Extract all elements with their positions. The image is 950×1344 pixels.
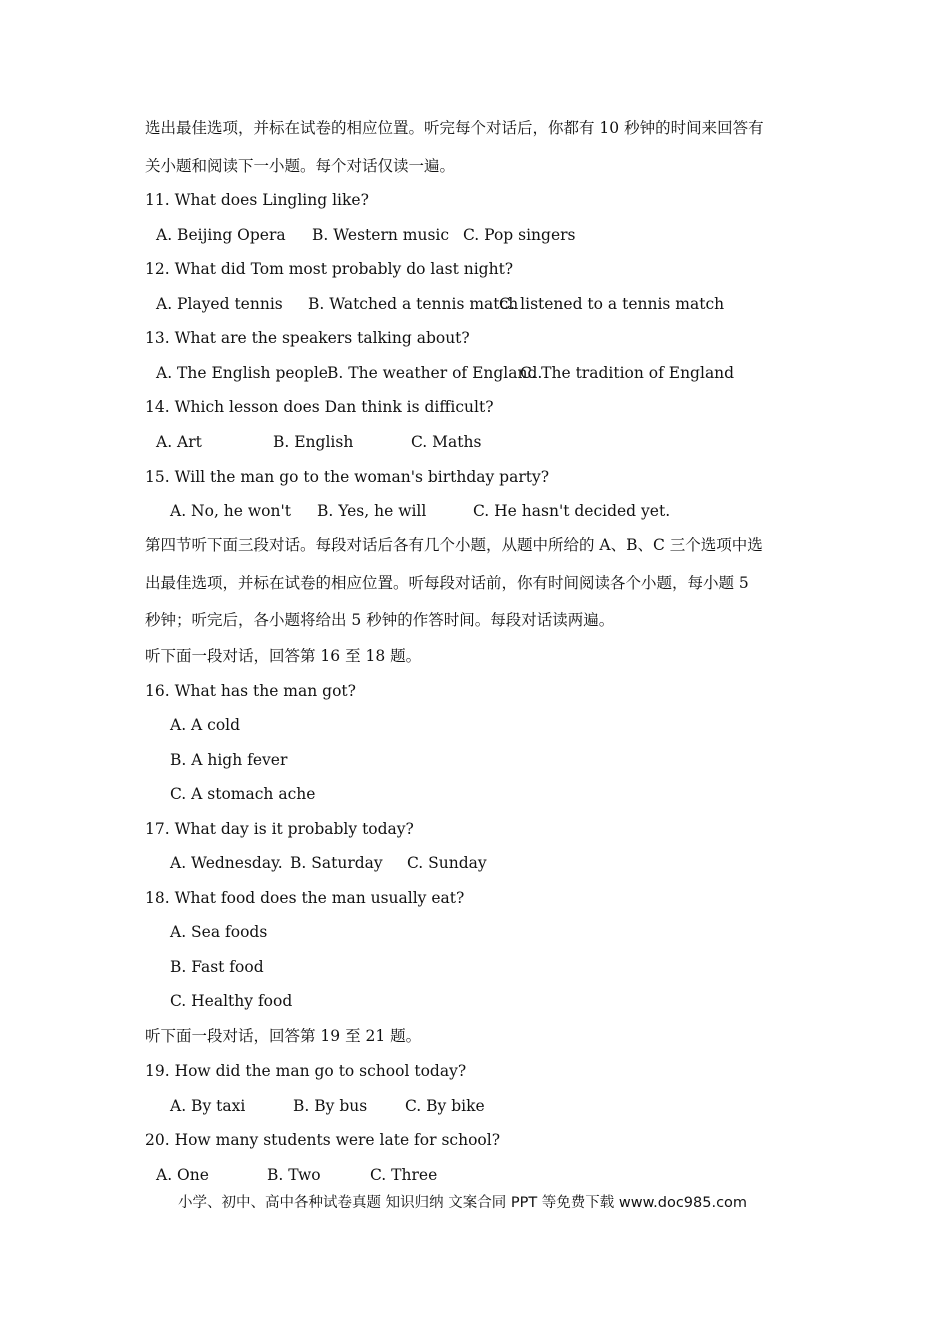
question-12-option-a: A. Played tennis — [156, 295, 283, 313]
section4-line-2: 出最佳选项，并标在试卷的相应位置。听每段对话前，你有时间阅读各个小题，每小题 5 — [145, 574, 749, 592]
group-1-intro: 听下面一段对话，回答第 16 至 18 题。 — [145, 647, 422, 665]
question-16-option-a: A. A cold — [170, 716, 241, 734]
question-15-option-a: A. No, he won't — [170, 502, 291, 520]
page-footer: 小学、初中、高中各种试卷真题 知识归纳 文案合同 PPT 等免费下载 www.doc985.com — [178, 1195, 748, 1211]
question-19-option-b: B. By bus — [293, 1097, 368, 1115]
section4-line-1: 第四节听下面三段对话。每段对话后各有几个小题，从题中所给的 A、B、C 三个选项中选 — [145, 536, 763, 554]
question-17-option-b: B. Saturday — [290, 854, 383, 872]
question-12-option-c: C. listened to a tennis match — [499, 295, 725, 313]
question-13-stem: 13. What are the speakers talking about? — [145, 329, 470, 347]
question-13-option-b: B. The weather of England. — [327, 364, 543, 382]
question-19-option-a: A. By taxi — [170, 1097, 246, 1115]
question-14-option-b: B. English — [273, 433, 354, 451]
question-16-stem: 16. What has the man got? — [145, 682, 356, 700]
question-19-option-c: C. By bike — [405, 1097, 485, 1115]
question-20-option-a: A. One — [156, 1166, 209, 1184]
question-17-option-c: C. Sunday — [407, 854, 487, 872]
question-14-stem: 14. Which lesson does Dan think is difficult? — [145, 398, 494, 416]
question-19-stem: 19. How did the man go to school today? — [145, 1062, 467, 1080]
intro-line-2: 关小题和阅读下一小题。每个对话仅读一遍。 — [145, 157, 456, 175]
question-12-option-b: B. Watched a tennis match — [308, 295, 519, 313]
group-2-intro: 听下面一段对话，回答第 19 至 21 题。 — [145, 1027, 422, 1045]
question-16-option-b: B. A high fever — [170, 751, 288, 769]
question-15-option-c: C. He hasn't decided yet. — [473, 502, 671, 520]
question-18-option-a: A. Sea foods — [170, 923, 268, 941]
question-17-stem: 17. What day is it probably today? — [145, 820, 414, 838]
question-18-option-c: C. Healthy food — [170, 992, 293, 1010]
question-13-option-c: C. The tradition of England — [520, 364, 735, 382]
question-20-option-b: B. Two — [267, 1166, 321, 1184]
intro-line-1: 选出最佳选项，并标在试卷的相应位置。听完每个对话后，你都有 10 秒钟的时间来回答有 — [145, 119, 764, 137]
question-11-option-b: B. Western music — [312, 226, 450, 244]
question-11-option-c: C. Pop singers — [463, 226, 576, 244]
question-18-stem: 18. What food does the man usually eat? — [145, 889, 465, 907]
question-13-option-a: A. The English people — [156, 364, 328, 382]
question-17-option-a: A. Wednesday. — [170, 854, 283, 872]
section4-line-3: 秒钟；听完后，各小题将给出 5 秒钟的作答时间。每段对话读两遍。 — [145, 611, 615, 629]
question-20-stem: 20. How many students were late for school? — [145, 1131, 501, 1149]
question-11-stem: 11. What does Lingling like? — [145, 191, 369, 209]
question-14-option-a: A. Art — [156, 433, 202, 451]
question-15-stem: 15. Will the man go to the woman's birthday party? — [145, 468, 550, 486]
question-18-option-b: B. Fast food — [170, 958, 264, 976]
question-12-stem: 12. What did Tom most probably do last night? — [145, 260, 514, 278]
question-16-option-c: C. A stomach ache — [170, 785, 316, 803]
question-15-option-b: B. Yes, he will — [317, 502, 427, 520]
question-11-option-a: A. Beijing Opera — [156, 226, 286, 244]
question-20-option-c: C. Three — [370, 1166, 438, 1184]
question-14-option-c: C. Maths — [411, 433, 482, 451]
